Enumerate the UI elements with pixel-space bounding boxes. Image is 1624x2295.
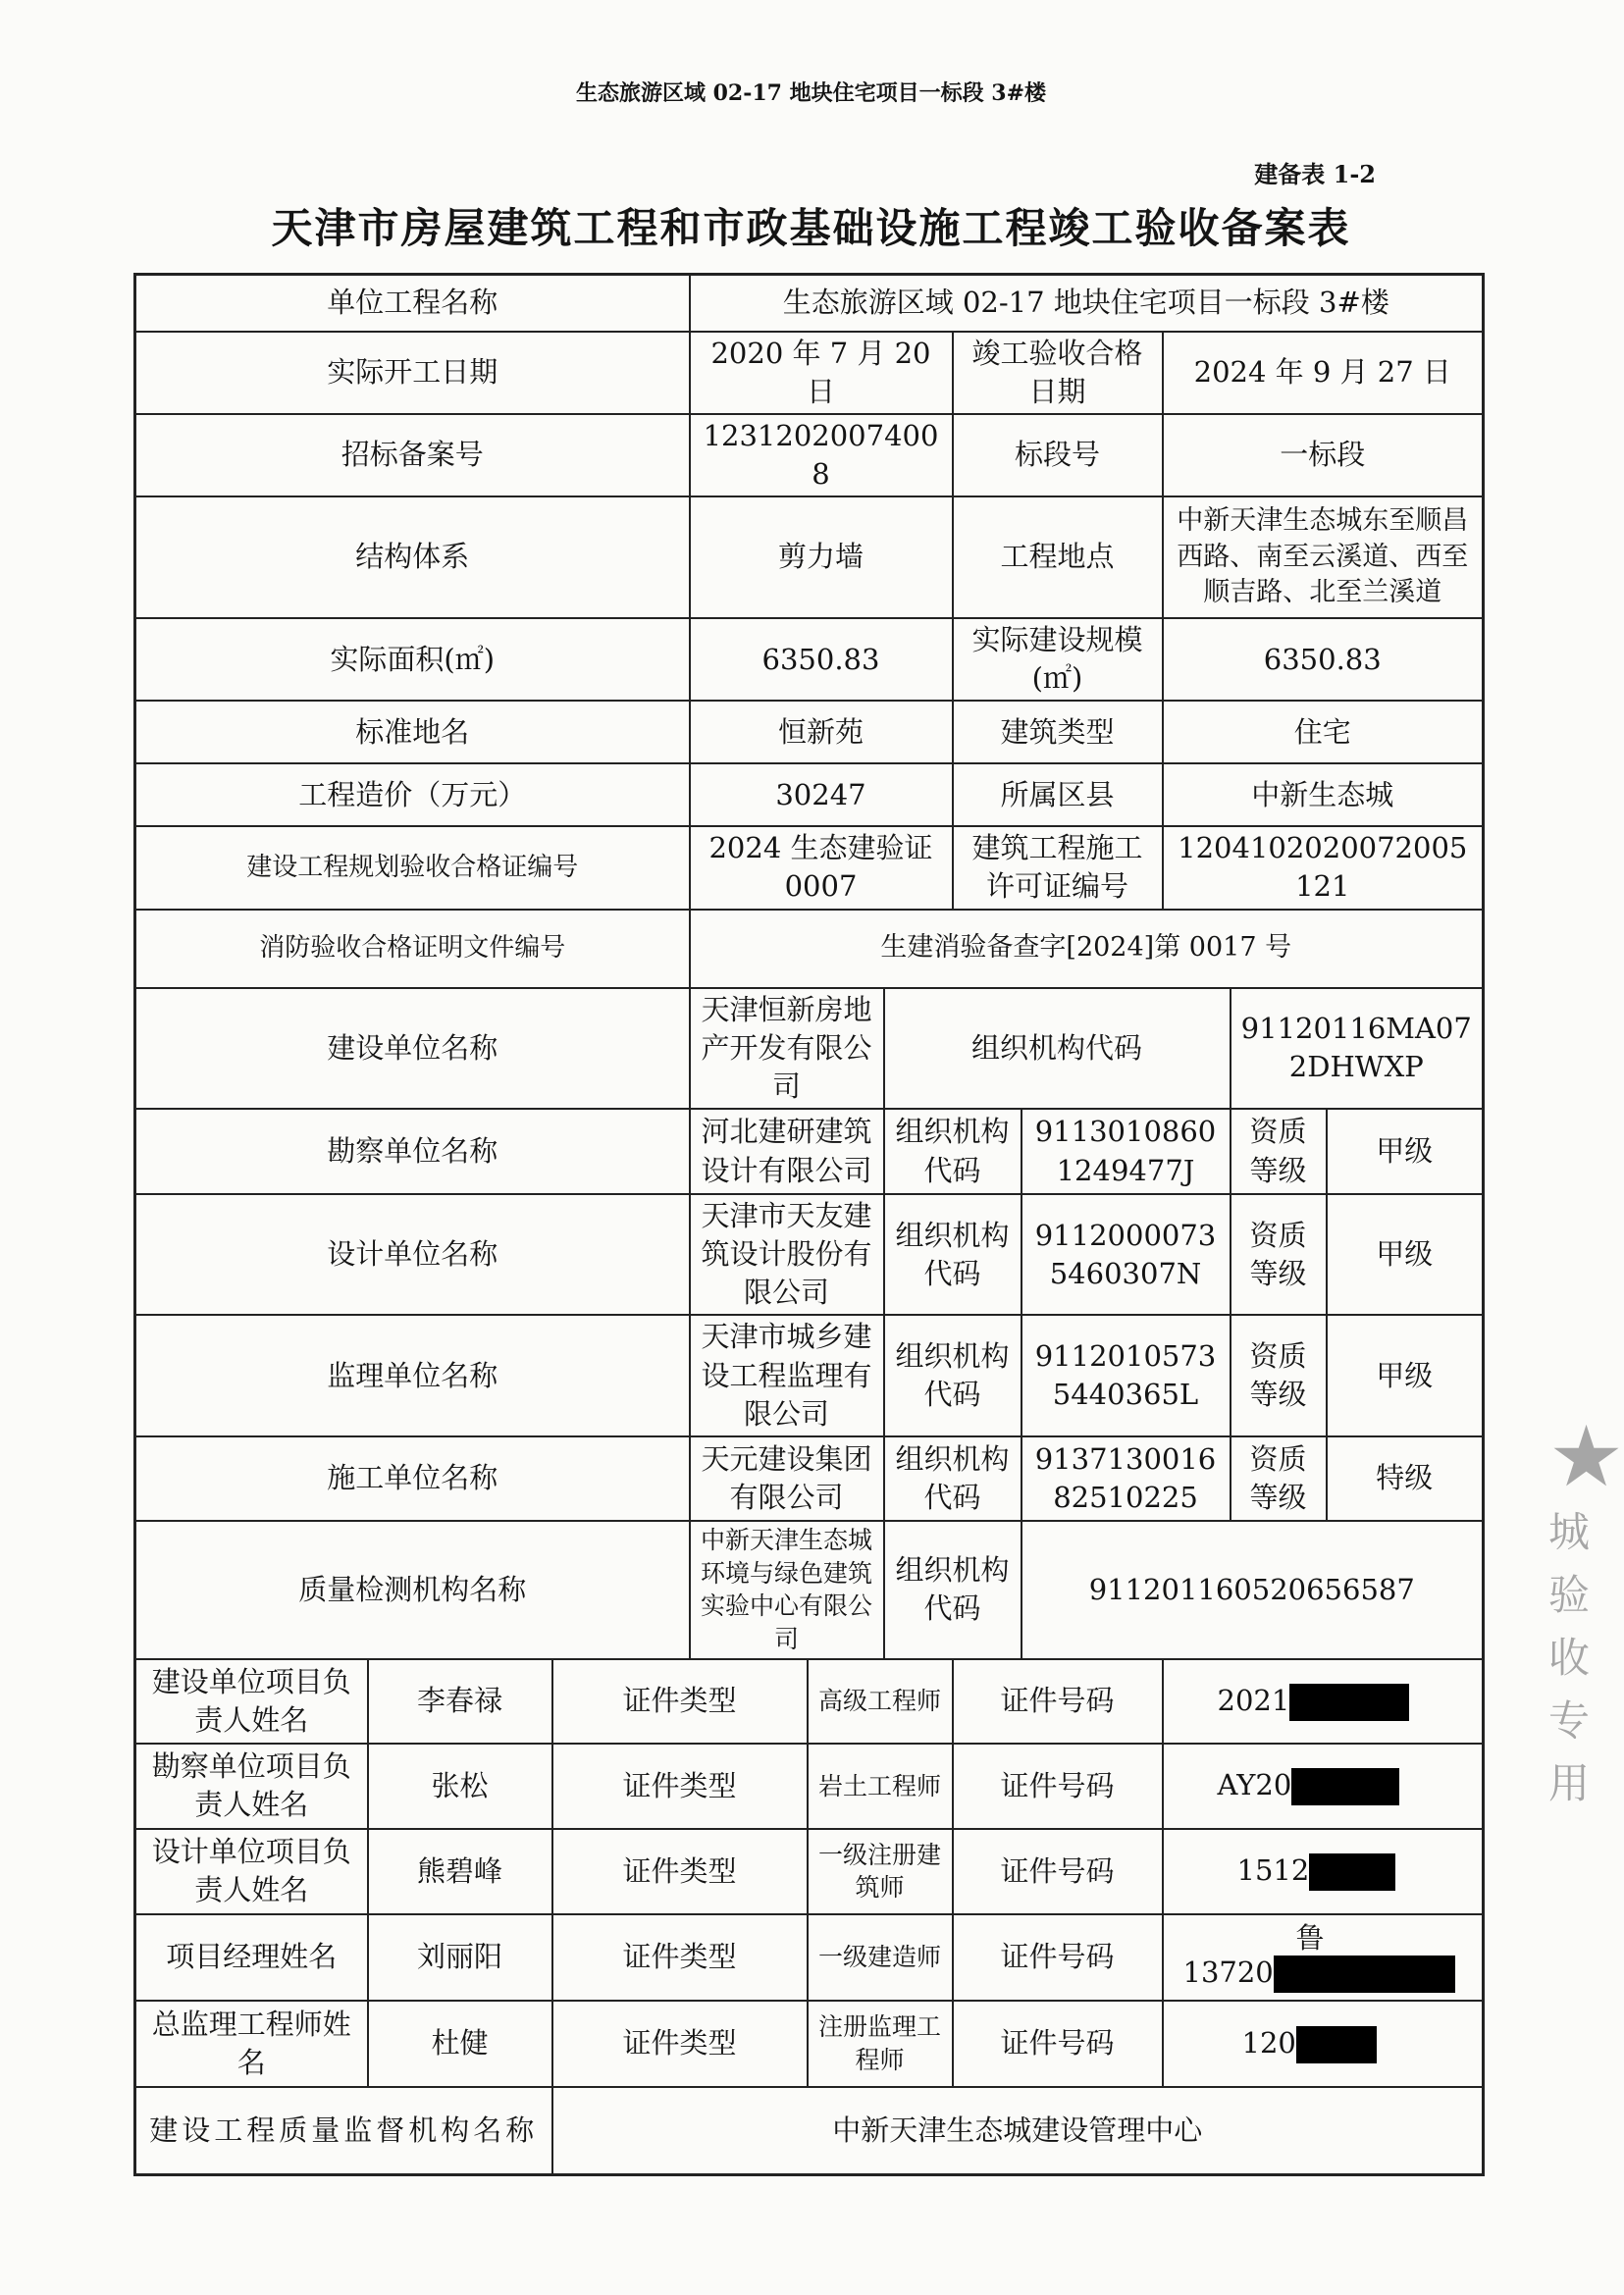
design-code: 91120000735460307N bbox=[1022, 1194, 1231, 1315]
cert-type-label: 证件类型 bbox=[552, 1744, 808, 1829]
developer-label: 建设单位名称 bbox=[135, 988, 690, 1109]
person-role: 勘察单位项目负责人姓名 bbox=[135, 1744, 368, 1829]
construction-label: 施工单位名称 bbox=[135, 1436, 690, 1521]
construction-grade-label: 资质等级 bbox=[1231, 1436, 1327, 1521]
standard-name-value: 恒新苑 bbox=[690, 701, 953, 763]
scale-value: 6350.83 bbox=[1163, 618, 1484, 701]
cert-no-label: 证件号码 bbox=[953, 1829, 1163, 1914]
row-testing bbox=[135, 1521, 1484, 1659]
survey-grade: 甲级 bbox=[1327, 1109, 1484, 1194]
redaction-block bbox=[1289, 1684, 1409, 1721]
cert-no-label: 证件号码 bbox=[953, 1914, 1163, 2001]
person-cert-no bbox=[1163, 1914, 1484, 2001]
standard-name-label: 标准地名 bbox=[135, 701, 690, 763]
cert-type-label: 证件类型 bbox=[552, 2001, 808, 2087]
row-survey bbox=[135, 1109, 1484, 1194]
building-type-label: 建筑类型 bbox=[953, 701, 1163, 763]
supervision-label: 监理单位名称 bbox=[135, 1315, 690, 1435]
project-name-value: 生态旅游区域 02-17 地块住宅项目一标段 3#楼 bbox=[690, 275, 1484, 332]
cert-no-prefix: 120 bbox=[1241, 2025, 1296, 2060]
person-name: 张松 bbox=[368, 1744, 552, 1829]
person-cert-type: 一级建造师 bbox=[808, 1914, 953, 2001]
structure-label: 结构体系 bbox=[135, 496, 690, 618]
fire-cert-label: 消防验收合格证明文件编号 bbox=[135, 910, 690, 988]
cost-value: 30247 bbox=[690, 763, 953, 826]
survey-grade-label: 资质等级 bbox=[1231, 1109, 1327, 1194]
design-code-label: 组织机构代码 bbox=[884, 1194, 1022, 1315]
person-cert-type: 一级注册建筑师 bbox=[808, 1829, 953, 1914]
planning-cert-value: 2024 生态建验证 0007 bbox=[690, 826, 953, 909]
person-role: 建设单位项目负责人姓名 bbox=[135, 1659, 368, 1744]
row-planning bbox=[135, 826, 1484, 909]
cert-no-top: 鲁 bbox=[1295, 1921, 1325, 1956]
quality-agency-value: 中新天津生态城建设管理中心 bbox=[552, 2087, 1484, 2175]
permit-label: 建筑工程施工许可证编号 bbox=[953, 826, 1163, 909]
construction-name: 天元建设集团有限公司 bbox=[690, 1436, 884, 1521]
scale-label: 实际建设规模(㎡) bbox=[953, 618, 1163, 701]
cert-no-prefix: 2021 bbox=[1217, 1683, 1290, 1717]
row-dates bbox=[135, 332, 1484, 414]
quality-agency-label: 建设工程质量监督机构名称 bbox=[135, 2087, 552, 2175]
district-value: 中新生态城 bbox=[1163, 763, 1484, 826]
official-seal-fragment bbox=[1548, 1408, 1624, 1807]
cert-type-label: 证件类型 bbox=[552, 1659, 808, 1744]
supervision-code-label: 组织机构代码 bbox=[884, 1315, 1022, 1435]
redaction-block bbox=[1291, 1768, 1399, 1805]
redaction-block bbox=[1296, 2026, 1377, 2063]
person-name: 李春禄 bbox=[368, 1659, 552, 1744]
person-cert-no bbox=[1163, 1829, 1484, 1914]
row-name bbox=[135, 701, 1484, 763]
district-label: 所属区县 bbox=[953, 763, 1163, 826]
cert-no-prefix: 13720 bbox=[1182, 1955, 1274, 1989]
survey-code-label: 组织机构代码 bbox=[884, 1109, 1022, 1194]
row-structure bbox=[135, 496, 1484, 618]
developer-code: 91120116MA072DHWXP bbox=[1231, 988, 1484, 1109]
construction-grade: 特级 bbox=[1327, 1436, 1484, 1521]
start-date-value: 2020 年 7 月 20 日 bbox=[690, 332, 953, 414]
row-quality-agency bbox=[135, 2087, 1484, 2175]
area-label: 实际面积(㎡) bbox=[135, 618, 690, 701]
row-bid bbox=[135, 414, 1484, 496]
person-cert-no bbox=[1163, 1744, 1484, 1829]
start-date-label: 实际开工日期 bbox=[135, 332, 690, 414]
accept-date-value: 2024 年 9 月 27 日 bbox=[1163, 332, 1484, 414]
row-person bbox=[135, 1829, 1484, 1914]
supervision-grade: 甲级 bbox=[1327, 1315, 1484, 1435]
design-grade: 甲级 bbox=[1327, 1194, 1484, 1315]
supervision-code: 91120105735440365L bbox=[1022, 1315, 1231, 1435]
project-name-label: 单位工程名称 bbox=[135, 275, 690, 332]
row-developer bbox=[135, 988, 1484, 1109]
seal-text: 城 验收 专用 bbox=[1548, 1508, 1591, 1807]
person-cert-no bbox=[1163, 2001, 1484, 2087]
person-cert-type: 高级工程师 bbox=[808, 1659, 953, 1744]
person-name: 刘丽阳 bbox=[368, 1914, 552, 2001]
testing-code: 911201160520656587 bbox=[1022, 1521, 1484, 1659]
row-cost bbox=[135, 763, 1484, 826]
cert-no-label: 证件号码 bbox=[953, 1744, 1163, 1829]
developer-name: 天津恒新房地产开发有限公司 bbox=[690, 988, 884, 1109]
person-role: 总监理工程师姓名 bbox=[135, 2001, 368, 2087]
section-value: 一标段 bbox=[1163, 414, 1484, 496]
survey-label: 勘察单位名称 bbox=[135, 1109, 690, 1194]
survey-code: 91130108601249477J bbox=[1022, 1109, 1231, 1194]
section-label: 标段号 bbox=[953, 414, 1163, 496]
row-supervision bbox=[135, 1315, 1484, 1435]
cert-type-label: 证件类型 bbox=[552, 1914, 808, 2001]
structure-value: 剪力墙 bbox=[690, 496, 953, 618]
planning-cert-label: 建设工程规划验收合格证编号 bbox=[135, 826, 690, 909]
row-person bbox=[135, 1914, 1484, 2001]
form-number: 建备表 1-2 bbox=[1254, 160, 1376, 188]
cost-label: 工程造价（万元） bbox=[135, 763, 690, 826]
area-value: 6350.83 bbox=[690, 618, 953, 701]
supervision-name: 天津市城乡建设工程监理有限公司 bbox=[690, 1315, 884, 1435]
page-header: 生态旅游区域 02-17 地块住宅项目一标段 3#楼 bbox=[575, 80, 1047, 106]
cert-type-label: 证件类型 bbox=[552, 1829, 808, 1914]
redaction-block bbox=[1274, 1956, 1455, 1993]
row-project-name bbox=[135, 275, 1484, 332]
location-value: 中新天津生态城东至顺昌西路、南至云溪道、西至顺吉路、北至兰溪道 bbox=[1163, 496, 1484, 618]
testing-name: 中新天津生态城环境与绿色建筑实验中心有限公司 bbox=[690, 1521, 884, 1659]
bid-no-value: 12312020074008 bbox=[690, 414, 953, 496]
person-name: 熊碧峰 bbox=[368, 1829, 552, 1914]
row-person bbox=[135, 1659, 1484, 1744]
accept-date-label: 竣工验收合格日期 bbox=[953, 332, 1163, 414]
form-title: 天津市房屋建筑工程和市政基础设施工程竣工验收备案表 bbox=[271, 204, 1351, 252]
seal-star-icon: ★ bbox=[1548, 1408, 1624, 1506]
design-grade-label: 资质等级 bbox=[1231, 1194, 1327, 1315]
person-cert-type: 岩土工程师 bbox=[808, 1744, 953, 1829]
design-label: 设计单位名称 bbox=[135, 1194, 690, 1315]
row-person bbox=[135, 2001, 1484, 2087]
person-role: 设计单位项目负责人姓名 bbox=[135, 1829, 368, 1914]
construction-code-label: 组织机构代码 bbox=[884, 1436, 1022, 1521]
cert-no-label: 证件号码 bbox=[953, 2001, 1163, 2087]
redaction-block bbox=[1309, 1853, 1395, 1891]
row-design bbox=[135, 1194, 1484, 1315]
survey-name: 河北建研建筑设计有限公司 bbox=[690, 1109, 884, 1194]
fire-cert-value: 生建消验备查字[2024]第 0017 号 bbox=[690, 910, 1484, 988]
testing-label: 质量检测机构名称 bbox=[135, 1521, 690, 1659]
person-name: 杜健 bbox=[368, 2001, 552, 2087]
location-label: 工程地点 bbox=[953, 496, 1163, 618]
row-fire bbox=[135, 910, 1484, 988]
row-construction bbox=[135, 1436, 1484, 1521]
developer-code-label: 组织机构代码 bbox=[884, 988, 1231, 1109]
cert-no-prefix: AY20 bbox=[1217, 1768, 1292, 1802]
construction-code: 913713001682510225 bbox=[1022, 1436, 1231, 1521]
building-type-value: 住宅 bbox=[1163, 701, 1484, 763]
cert-no-label: 证件号码 bbox=[953, 1659, 1163, 1744]
person-cert-no bbox=[1163, 1659, 1484, 1744]
design-name: 天津市天友建筑设计股份有限公司 bbox=[690, 1194, 884, 1315]
row-person bbox=[135, 1744, 1484, 1829]
person-role: 项目经理姓名 bbox=[135, 1914, 368, 2001]
acceptance-record-table bbox=[133, 273, 1485, 2176]
cert-no-prefix: 1512 bbox=[1236, 1853, 1310, 1888]
person-cert-type: 注册监理工程师 bbox=[808, 2001, 953, 2087]
bid-no-label: 招标备案号 bbox=[135, 414, 690, 496]
permit-value: 1204102020072005121 bbox=[1163, 826, 1484, 909]
row-area bbox=[135, 618, 1484, 701]
testing-code-label: 组织机构代码 bbox=[884, 1521, 1022, 1659]
supervision-grade-label: 资质等级 bbox=[1231, 1315, 1327, 1435]
